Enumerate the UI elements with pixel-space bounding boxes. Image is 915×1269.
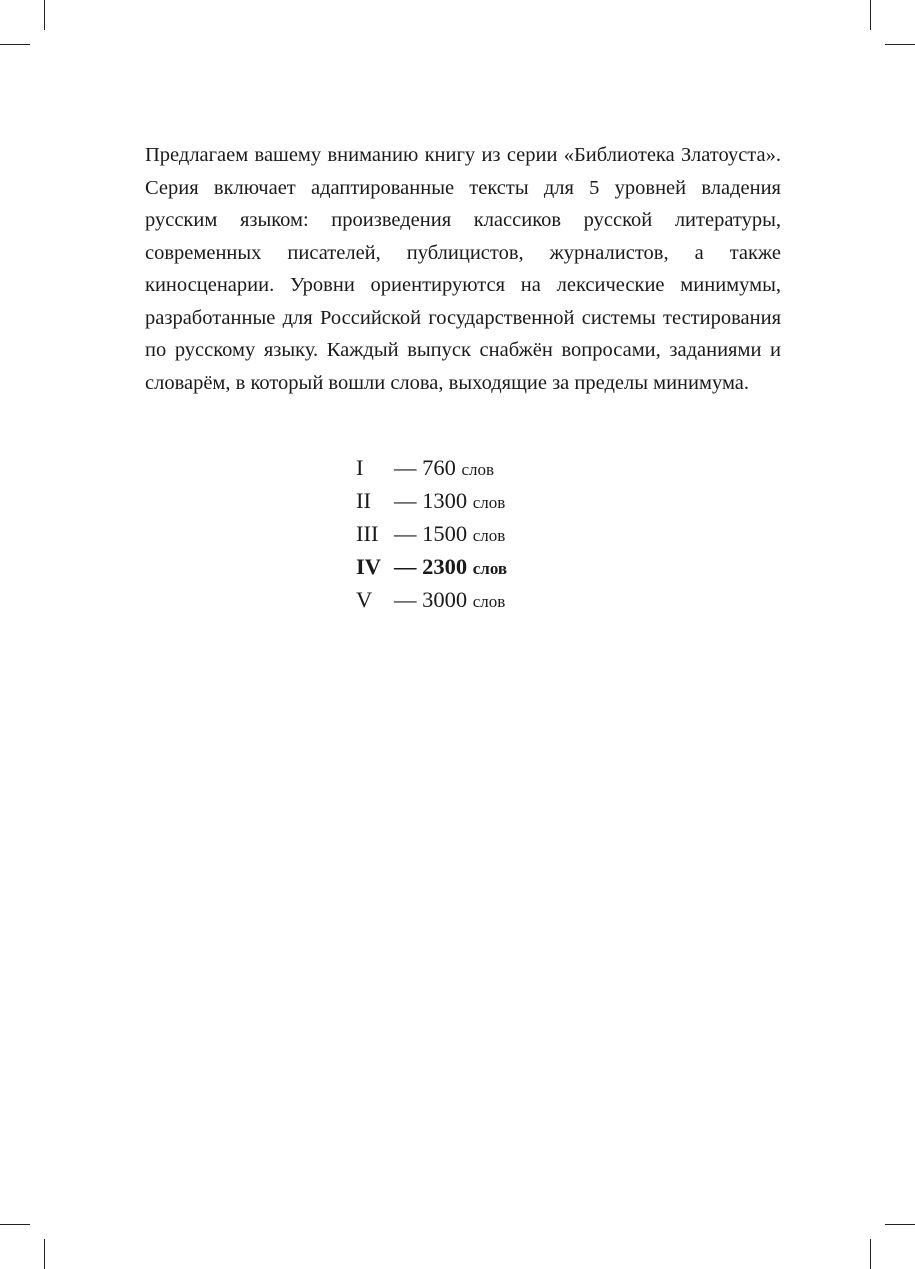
level-row-1 <box>356 452 507 485</box>
level-row-4-current <box>356 551 507 584</box>
level-word-count: — 1300 слов <box>394 488 506 513</box>
crop-mark-top-right-vertical <box>870 0 871 30</box>
level-numeral: V <box>356 587 373 612</box>
level-numeral: III <box>356 521 379 546</box>
level-numeral: IV <box>356 554 382 579</box>
level-word-count: — 3000 слов <box>394 587 506 612</box>
level-row-2 <box>356 485 507 518</box>
intro-paragraph: Предлагаем вашему вниманию книгу из серии «Библиотека Златоуста». Серия включает адаптированные тексты для 5 уровней владения русским языком: произведения классиков русской литературы, современных писателей, публицистов, журналистов, а также киносценарии. Уровни ориентируются на лексические минимумы, разработанные для Российской государственной системы тестирования по русскому языку. Каждый выпуск снабжён вопросами, заданиями и словарём, в который вошли слова, выходящие за пределы минимума. <box>145 144 781 394</box>
level-numeral: II <box>356 488 371 513</box>
level-numeral: I <box>356 455 364 480</box>
levels-list <box>356 452 507 617</box>
level-row-3 <box>356 518 507 551</box>
crop-mark-bottom-right-horizontal <box>885 1224 915 1225</box>
crop-mark-top-left-horizontal <box>0 44 30 45</box>
level-word-count: — 1500 слов <box>394 521 506 546</box>
level-word-count: — 2300 слов <box>394 554 508 579</box>
intro-section <box>145 139 781 399</box>
crop-mark-bottom-left-vertical <box>44 1239 45 1269</box>
crop-mark-bottom-left-horizontal <box>0 1224 30 1225</box>
crop-mark-bottom-right-vertical <box>870 1239 871 1269</box>
crop-mark-top-left-vertical <box>44 0 45 30</box>
crop-mark-top-right-horizontal <box>885 44 915 45</box>
level-row-5 <box>356 584 507 617</box>
level-word-count: — 760 слов <box>394 455 495 480</box>
